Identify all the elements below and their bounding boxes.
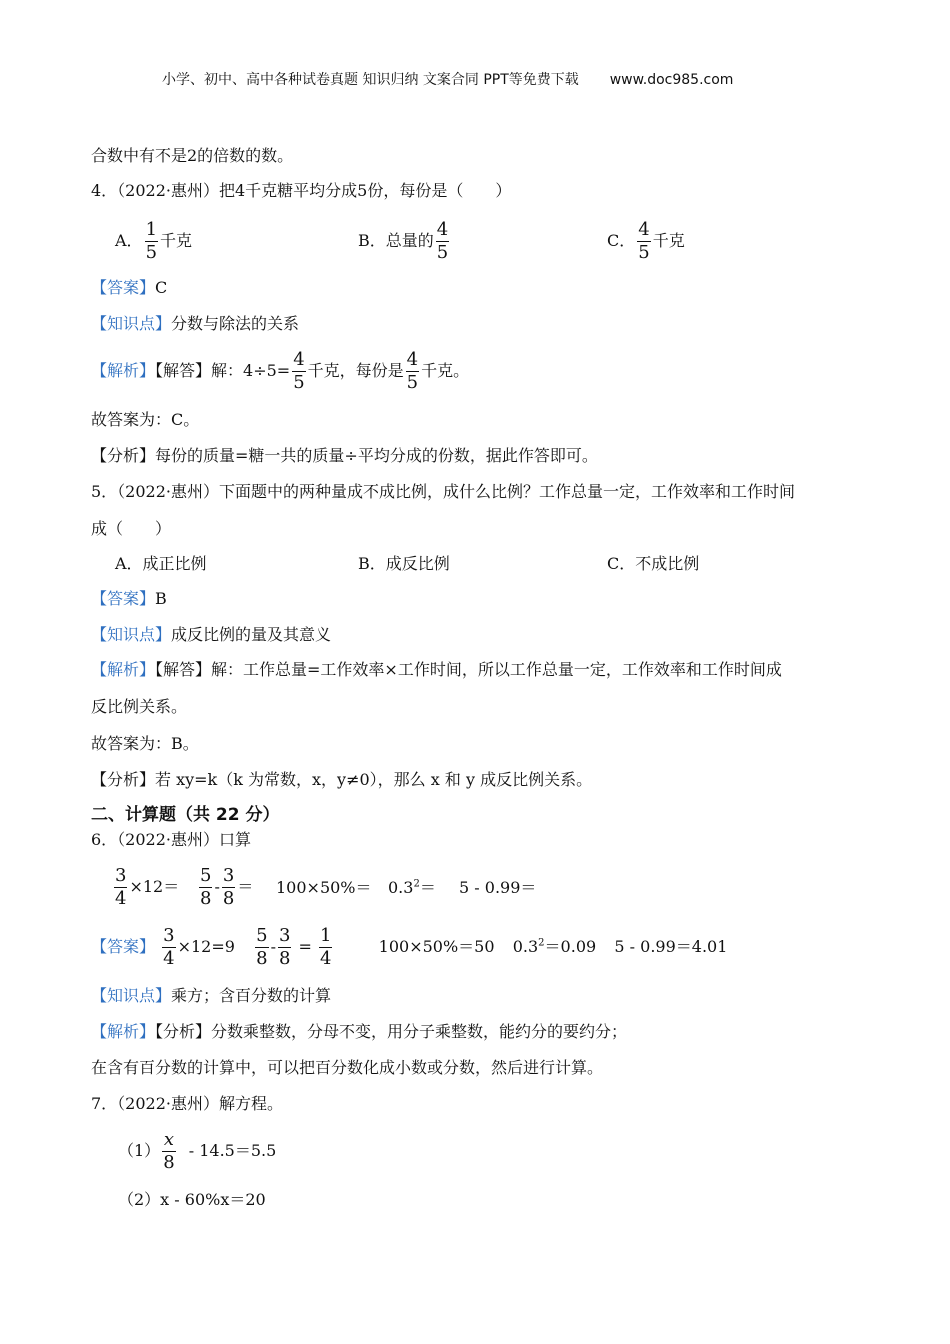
- q5-note: 【分析】若 xy=k（k 为常数，x，y≠0），那么 x 和 y 成反比例关系。: [91, 770, 593, 789]
- q4-note: 【分析】每份的质量=糖一共的质量÷平均分成的份数，据此作答即可。: [91, 446, 598, 465]
- q5-conclusion: 故答案为：B。: [91, 734, 199, 753]
- q6-expression-3: 100×50%＝: [276, 878, 372, 897]
- q4-answer: 【答案】C: [91, 278, 168, 297]
- q6-analysis-line2: 在含有百分数的计算中，可以把百分数化成小数或分数，然后进行计算。: [91, 1058, 604, 1077]
- q4-knowledge-point: 【知识点】分数与除法的关系: [91, 314, 300, 333]
- q4-conclusion: 故答案为：C。: [91, 410, 200, 429]
- q7-equation-2: （2）x - 60%x＝20: [118, 1190, 266, 1209]
- q7-stem: 7．（2022·惠州）解方程。: [91, 1094, 283, 1113]
- q6-stem: 6．（2022·惠州）口算: [91, 830, 251, 849]
- q5-analysis-line2: 反比例关系。: [91, 697, 188, 716]
- fraction: $\frac{4}{5}$: [638, 219, 650, 263]
- fraction: $\frac{1}{5}$: [145, 219, 158, 263]
- q6-expression-5: 5 - 0.99＝: [459, 878, 537, 897]
- q4-analysis: 【解析】【解答】解：4÷5= $\frac{4}{5}$ 千克，每份是 $\frac{4}{5}$ 千克。: [91, 349, 470, 393]
- q5-option-c: C．不成比例: [607, 554, 700, 573]
- q5-answer: 【答案】B: [91, 589, 167, 608]
- q4-option-c: C． $\frac{4}{5}$ 千克: [607, 219, 685, 263]
- q4-option-b: B．总量的 $\frac{4}{5}$: [358, 219, 449, 263]
- fraction: $\frac{4}{5}$: [436, 219, 449, 263]
- q6-expression-4: $0.3^2=$: [388, 878, 436, 897]
- q6-analysis-line1: 【解析】【分析】分数乘整数，分母不变，用分子乘整数，能约分的要约分；: [91, 1022, 628, 1041]
- q5-option-b: B．成反比例: [358, 554, 450, 573]
- q7-equation-1: （1） $\frac{x}{8}$ - 14.5＝5.5: [118, 1129, 277, 1173]
- page-header: [162, 70, 733, 90]
- header-title: 小学、初中、高中各种试卷真题 知识归纳 文案合同 PPT等免费下载: [162, 72, 579, 88]
- continued-line: 合数中有不是2的倍数的数。: [91, 146, 294, 165]
- q5-knowledge-point: 【知识点】成反比例的量及其意义: [91, 625, 332, 644]
- q4-option-a: A． $\frac{1}{5}$ 千克: [115, 219, 193, 263]
- q6-knowledge-point: 【知识点】乘方；含百分数的计算: [91, 986, 332, 1005]
- q6-answer: 【答案】 $\frac{3}{4}$ ×12=9 $\frac{5}{8}$ - $\frac{3}{8}$ = $\frac{1}{4}$ 100×50%＝50 $0.3^2=0.09$ 5 - 0.99＝4.01: [91, 925, 728, 969]
- q5-stem-line2: 成（ ）: [91, 519, 172, 538]
- section-title: 二、计算题（共 22 分）: [91, 805, 280, 825]
- q6-expression-1: $\frac{3}{4}$ ×12＝: [115, 865, 180, 909]
- q6-expression-2: $\frac{5}{8}$ - $\frac{3}{8}$ ＝: [200, 865, 254, 909]
- q4-stem: 4．（2022·惠州）把4千克糖平均分成5份，每份是（ ）: [91, 181, 512, 200]
- q5-stem-line1: 5．（2022·惠州）下面题中的两种量成不成比例，成什么比例？工作总量一定，工作效率和工作时间: [91, 482, 795, 501]
- header-site: www.doc985.com: [609, 72, 734, 88]
- q5-analysis-line1: 【解析】【解答】解：工作总量=工作效率×工作时间，所以工作总量一定，工作效率和工作时间成: [91, 660, 782, 679]
- q5-option-a: A．成正比例: [115, 554, 207, 573]
